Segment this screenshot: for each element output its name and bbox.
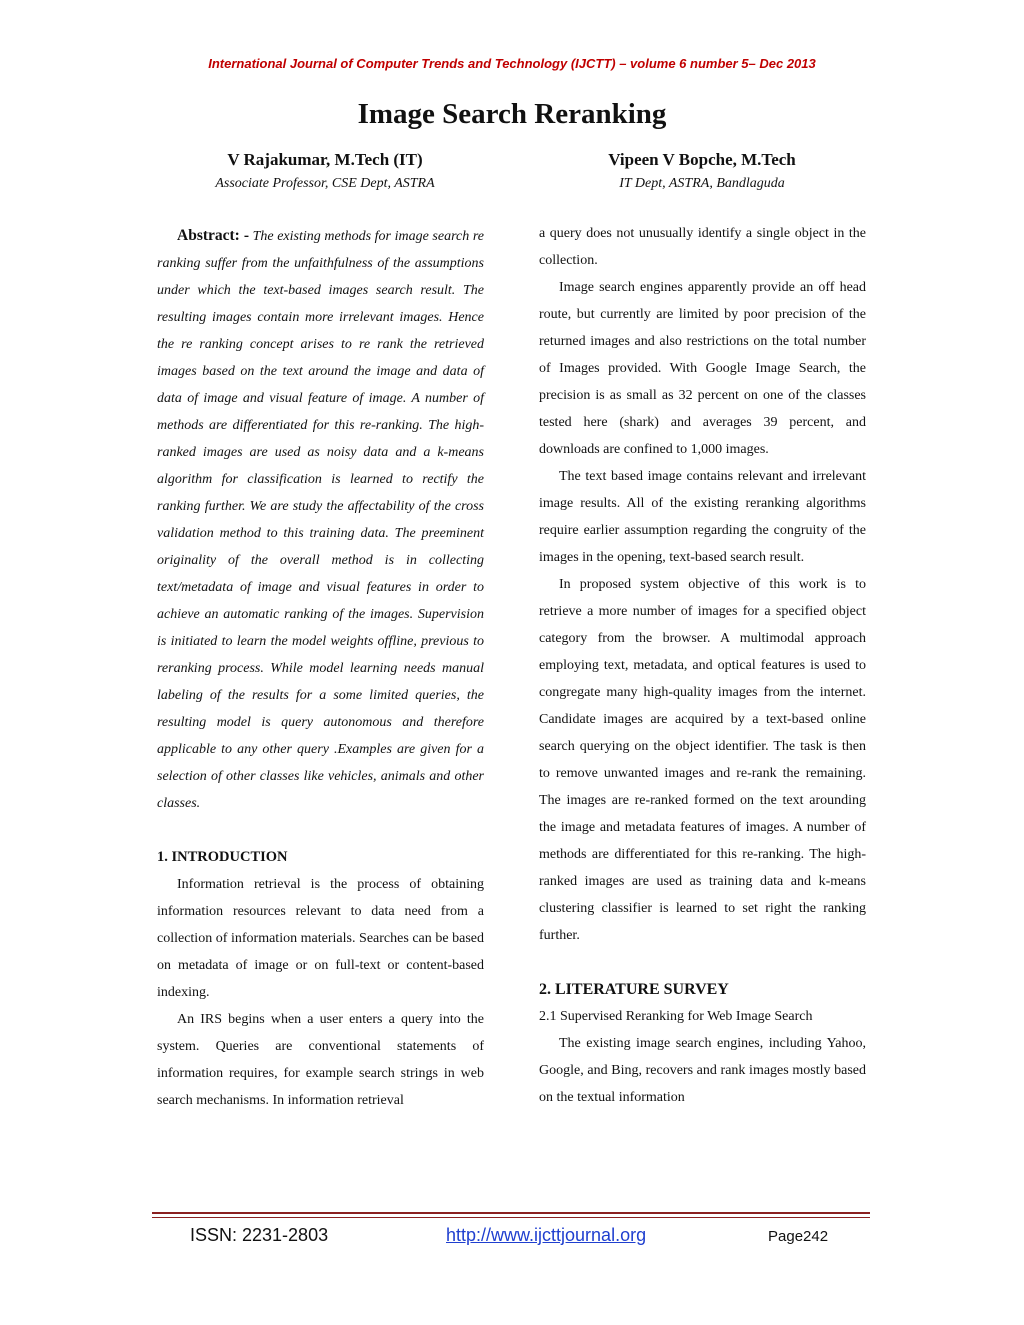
author-block-1 [150, 150, 500, 192]
author-affiliation: Associate Professor, CSE Dept, ASTRA [215, 176, 435, 191]
author-block-2 [527, 150, 877, 192]
body-paragraph-5: The existing image search engines, including Yahoo, Google, and Bing, recovers and rank images mostly based on the textual information [539, 1036, 866, 1105]
intro-paragraph-1: Information retrieval is the process of obtaining information resources relevant to data need from a collection of information materials. Searches can be based on metadata of image or on full-text or content-based indexing. [157, 877, 484, 1000]
body-paragraph-1: a query does not unusually identify a single object in the collection. [539, 226, 866, 268]
footer-divider-thin [152, 1217, 870, 1218]
author-affiliation: IT Dept, ASTRA, Bandlaguda [619, 176, 785, 191]
footer-issn: ISSN: 2231-2803 [190, 1225, 329, 1245]
section-heading-literature-survey: 2. LITERATURE SURVEY [539, 981, 729, 998]
left-column [157, 222, 484, 1114]
footer-divider [152, 1212, 870, 1214]
intro-paragraph-2: An IRS begins when a user enters a query into the system. Queries are conventional statements of information requires, for example search strings in web search mechanisms. In information retrieval [157, 1012, 484, 1108]
abstract [157, 222, 484, 817]
subsection-heading: 2.1 Supervised Reranking for Web Image Search [539, 1009, 813, 1024]
author-name: Vipeen V Bopche, M.Tech [608, 150, 796, 169]
paper-title: Image Search Reranking [357, 98, 667, 130]
body-paragraph-2: Image search engines apparently provide an off head route, but currently are limited by poor precision of the returned images and also restrictions on the total number of Images provided. With Google Image Search, the precision is as small as 32 percent on one of the classes tested here (shark) and averages 39 percent, and downloads are confined to 1,000 images. [539, 280, 866, 457]
author-name: V Rajakumar, M.Tech (IT) [227, 150, 423, 169]
abstract-text: The existing methods for image search re ranking suffer from the unfaithfulness of the assumptions under which the text-based images search result. The resulting images contain more irrelevant images. Hence the re ranking concept arises to re rank the retrieved images based on the text around the image and data of data of image and visual feature of image. A number of methods are differentiated for this re-ranking. The high-ranked images are used as noisy data and a k-means algorithm for classification is learned to rectify the ranking further. We are study the affectability of the cross validation method to this training data. The preeminent originality of the overall method is in collecting text/metadata of image and visual features in order to achieve an automatic ranking of the images. Supervision is initiated to learn the model weights offline, previous to reranking process. While model learning needs manual labeling of the results for a some limited queries, the resulting model is query autonomous and therefore applicable to any other query .Examples are given for a selection of other classes like vehicles, animals and other classes. [157, 229, 484, 811]
abstract-label: Abstract: - [177, 227, 249, 244]
section-heading-introduction: 1. INTRODUCTION [157, 849, 288, 865]
right-column [539, 220, 866, 1111]
body-paragraph-4: In proposed system objective of this work is to retrieve a more number of images for a specified object category from the browser. A multimodal approach employing text, metadata, and optical features is used to congregate many high-quality images from the internet. Candidate images are acquired by a text-based online search querying on the object identifier. The task is then to remove unwanted images and re-rank the remaining. The images are re-ranked formed on the text arounding the image and metadata features of images. A number of methods are differentiated for this re-ranking. The high-ranked images are used as training data and k-means clustering classifier is learned to set right the ranking further. [539, 577, 866, 943]
journal-header: International Journal of Computer Trends and Technology (IJCTT) – volume 6 number 5– Dec 2013 [208, 56, 816, 71]
footer-journal-link[interactable]: http://www.ijcttjournal.org [446, 1225, 647, 1245]
footer-page-number: Page242 [768, 1228, 829, 1245]
body-paragraph-3: The text based image contains relevant and irrelevant image results. All of the existing reranking algorithms require earlier assumption regarding the congruity of the images in the opening, text-based search result. [539, 469, 866, 565]
